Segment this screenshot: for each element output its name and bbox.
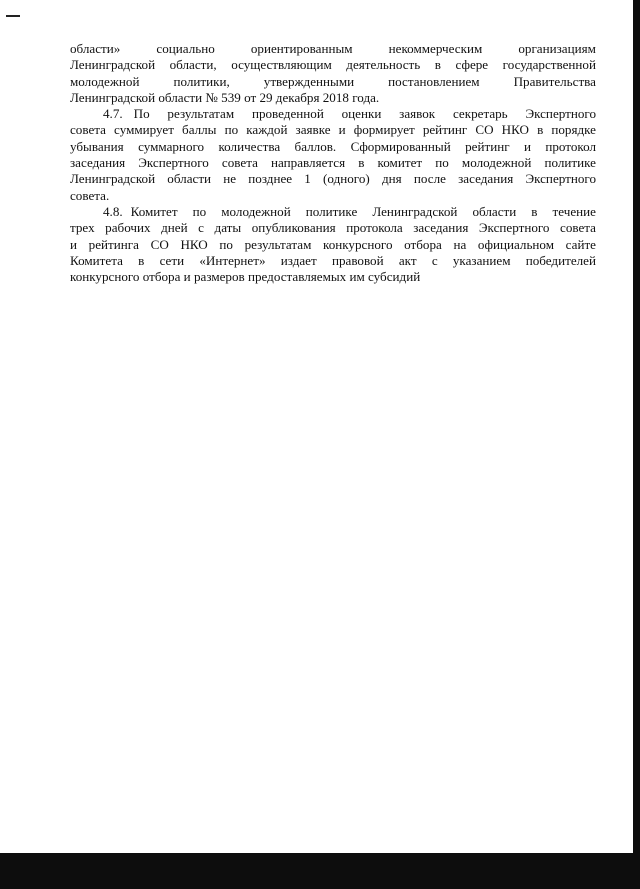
word: ориентированным — [250, 41, 353, 56]
word: организациям — [518, 41, 596, 56]
paragraph-4-7-line-1 — [70, 106, 596, 122]
paragraph-text: По результатам проведенной оценки заявок секретарь Экспертного — [133, 106, 596, 122]
scan-mark — [6, 15, 20, 17]
paragraph-4-7-line-5: Ленинградской области не позднее 1 (одного) дня после заседания Экспертного — [70, 171, 596, 187]
word: некоммерческим — [388, 41, 483, 56]
paragraph-intro-line-1 — [70, 41, 596, 57]
document-body — [70, 41, 596, 285]
word: социально — [156, 41, 215, 56]
paragraph-4-7-line-2: совета суммирует баллы по каждой заявке и формирует рейтинг СО НКО в порядке — [70, 122, 596, 138]
paragraph-4-8-line-4: Комитета в сети «Интернет» издает правовой акт с указанием победителей — [70, 252, 596, 268]
paragraph-intro-line-3 — [70, 74, 596, 90]
paragraph-number: 4.7. — [103, 106, 123, 122]
paragraph-intro — [70, 41, 596, 106]
paragraph-4-8 — [70, 204, 596, 285]
paragraph-text: Комитет по молодежной политике Ленинградской области в течение — [130, 203, 596, 219]
paragraph-4-8-line-3: и рейтинга СО НКО по результатам конкурсного отбора на официальном сайте — [70, 236, 596, 252]
word: области» — [70, 41, 121, 56]
scan-border-right — [633, 0, 640, 889]
paragraph-4-7 — [70, 106, 596, 204]
word: утвержденными — [263, 73, 355, 89]
paragraph-4-8-line-5: конкурсного отбора и размеров предоставляемых им субсидий — [70, 269, 421, 285]
paragraph-intro-line-4: Ленинградской области № 539 от 29 декабря 2018 года. — [70, 89, 380, 105]
paragraph-4-7-line-6: совета. — [70, 187, 110, 203]
paragraph-4-7-line-3: убывания суммарного количества баллов. Сформированный рейтинг и протокол — [70, 138, 596, 154]
word: молодежной — [70, 73, 140, 89]
word: политики, — [173, 73, 230, 89]
word: постановлением — [388, 73, 480, 89]
paragraph-4-8-line-2: трех рабочих дней с даты опубликования протокола заседания Экспертного совета — [70, 220, 596, 236]
paragraph-intro-line-2: Ленинградской области, осуществляющим деятельность в сфере государственной — [70, 57, 596, 73]
paragraph-4-7-line-4: заседания Экспертного совета направляется в комитет по молодежной политике — [70, 155, 596, 171]
paragraph-4-8-line-1 — [70, 204, 596, 220]
scan-border-bottom — [0, 853, 640, 889]
paragraph-number: 4.8. — [103, 203, 123, 219]
word: Правительства — [513, 73, 596, 89]
